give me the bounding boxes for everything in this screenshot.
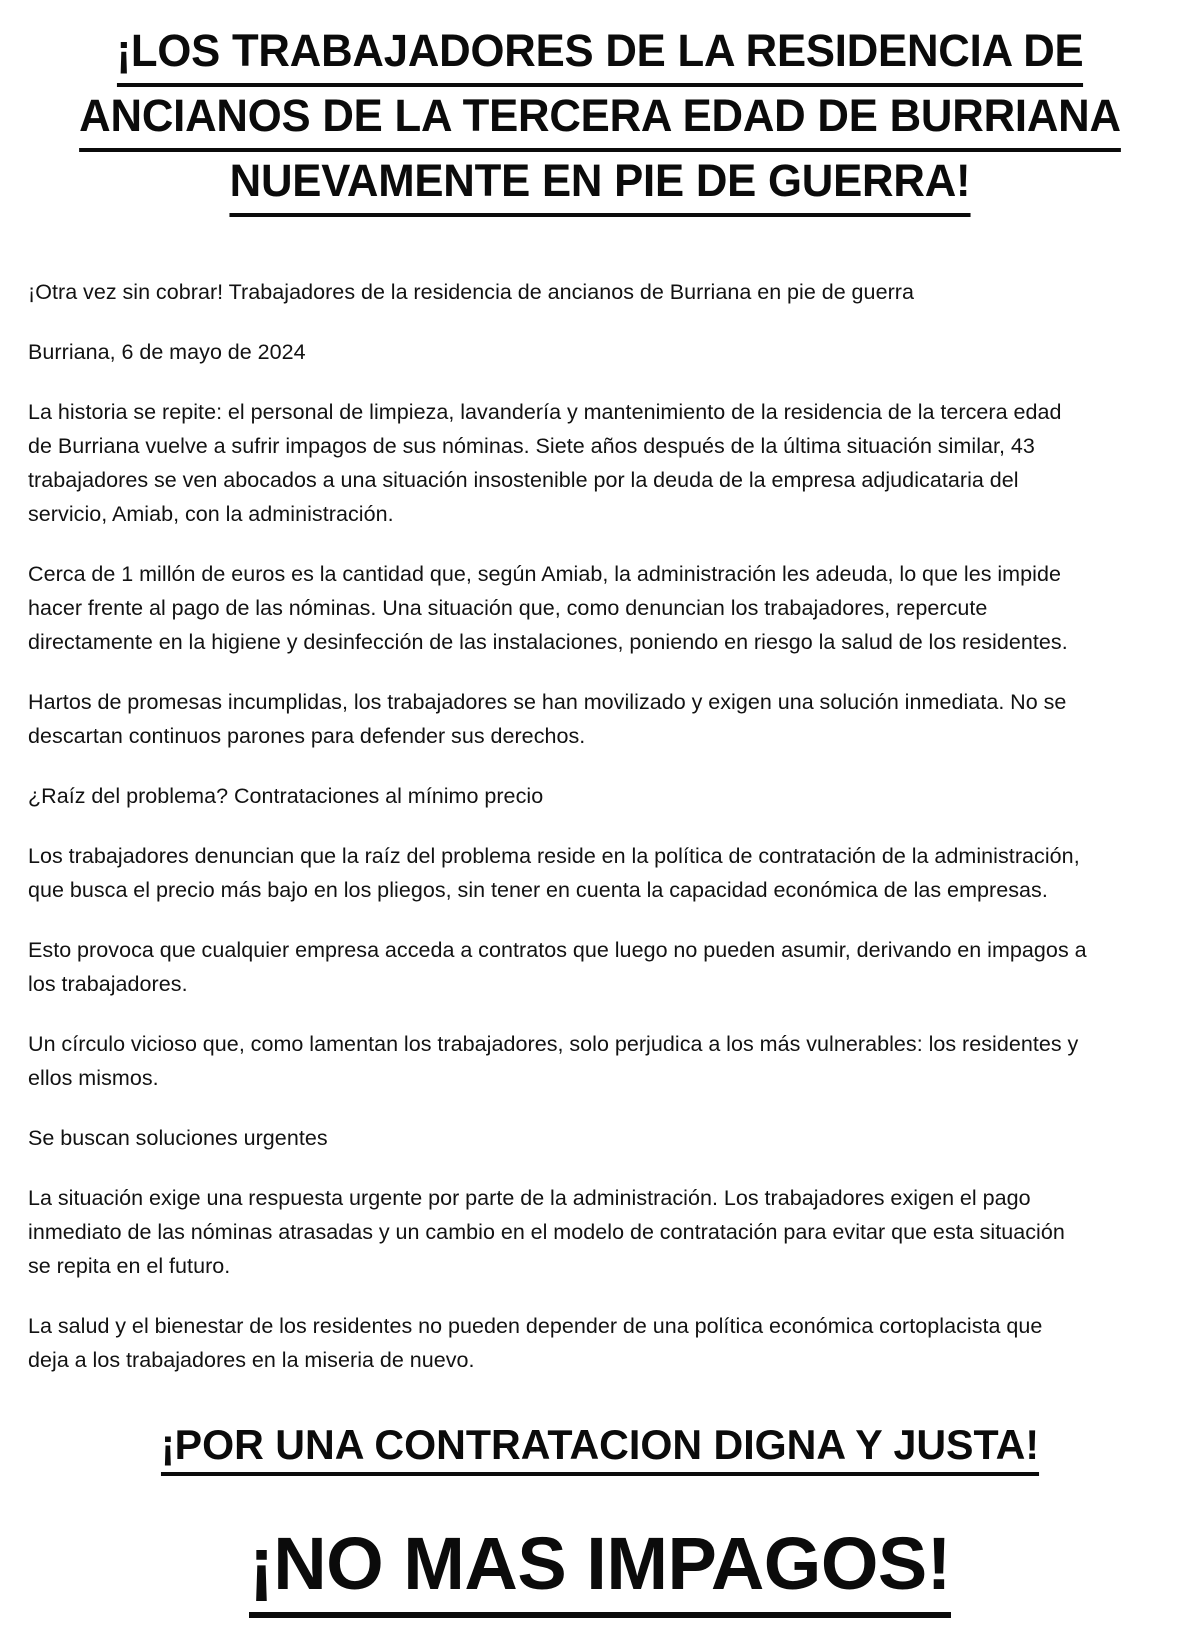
article-paragraph: La situación exige una respuesta urgente por parte de la administración. Los trabajadores exigen el pago inmediato de las nóminas atrasadas y un cambio en el modelo de contratación para evitar que esta situación se repita en el futuro. <box>28 1186 1065 1278</box>
article-paragraph: Esto provoca que cualquier empresa acceda a contratos que luego no pueden asumir, derivando en impagos a los trabajadores. <box>28 938 1087 996</box>
page-title <box>0 0 1200 217</box>
article-paragraph: Cerca de 1 millón de euros es la cantidad que, según Amiab, la administración les adeuda, lo que les impide hacer frente al pago de las nóminas. Una situación que, como denuncian los trabajadores, repercute directamente en la higiene y desinfección de las instalaciones, poniendo en riesgo la salud de los residentes. <box>28 562 1068 654</box>
article-dateline: Burriana, 6 de mayo de 2024 <box>28 340 306 364</box>
article-subheading: Se buscan soluciones urgentes <box>28 1126 328 1150</box>
headline-line-1 <box>39 22 1160 87</box>
slogan-block <box>0 1420 1200 1644</box>
slogan-secondary <box>0 1520 1200 1618</box>
article-paragraph: ¡Otra vez sin cobrar! Trabajadores de la residencia de ancianos de Burriana en pie de guerra <box>28 280 914 304</box>
headline-line-3-text: NUEVAMENTE EN PIE DE GUERRA! <box>230 152 971 217</box>
headline-line-1-text: ¡LOS TRABAJADORES DE LA RESIDENCIA DE <box>117 22 1084 87</box>
article-paragraph: La salud y el bienestar de los residentes no pueden depender de una política económica cortoplacista que deja a los trabajadores en la miseria de nuevo. <box>28 1314 1043 1372</box>
headline-line-2 <box>39 87 1160 152</box>
headline-line-3 <box>39 152 1160 217</box>
headline-line-2-text: ANCIANOS DE LA TERCERA EDAD DE BURRIANA <box>79 87 1121 152</box>
article-body <box>0 217 1200 1377</box>
article-paragraph: Un círculo vicioso que, como lamentan los trabajadores, solo perjudica a los más vulnerables: los residentes y ellos mismos. <box>28 1032 1079 1090</box>
article-paragraph: Hartos de promesas incumplidas, los trabajadores se han movilizado y exigen una solución inmediata. No se descartan continuos parones para defender sus derechos. <box>28 690 1067 748</box>
slogan-primary <box>12 1420 1188 1476</box>
slogan-secondary-text: ¡NO MAS IMPAGOS! <box>249 1520 951 1618</box>
article-paragraph: La historia se repite: el personal de limpieza, lavandería y mantenimiento de la residencia de la tercera edad de Burriana vuelve a sufrir impagos de sus nóminas. Siete años después de la última situación similar, 43 trabajadores se ven abocados a una situación insostenible por la deuda de la empresa adjudicataria del servicio, Amiab, con la administración. <box>28 400 1062 526</box>
article-subheading: ¿Raíz del problema? Contrataciones al mínimo precio <box>28 784 544 808</box>
slogan-primary-text: ¡POR UNA CONTRATACION DIGNA Y JUSTA! <box>161 1420 1039 1476</box>
article-paragraph: Los trabajadores denuncian que la raíz del problema reside en la política de contratación de la administración, que busca el precio más bajo en los pliegos, sin tener en cuenta la capacidad económica de las empresas. <box>28 844 1080 902</box>
